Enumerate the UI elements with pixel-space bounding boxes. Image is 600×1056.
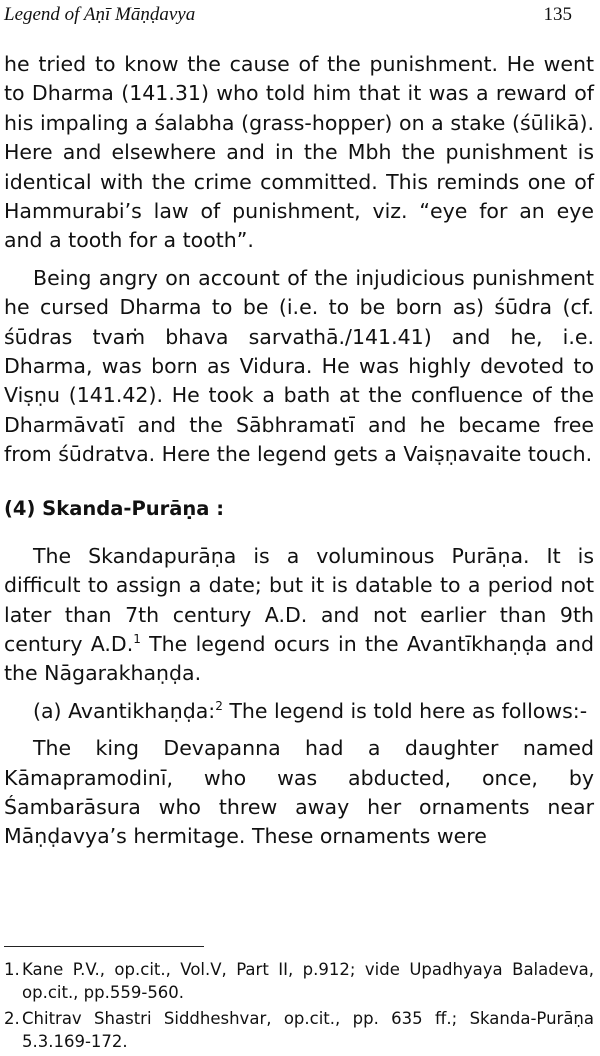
paragraph-avantikhanda [4, 697, 594, 726]
paragraph-text: The legend is told here as follows:- [222, 698, 588, 723]
footnote-text: Kane P.V., op.cit., Vol.V, Part II, p.912; vide Upadhyaya Baladeva, op.cit., pp.559-560. [22, 960, 594, 1002]
body-text [4, 50, 594, 852]
page-number: 135 [543, 4, 572, 25]
paragraph-punishment-cause: he tried to know the cause of the punishment. He went to Dharma (141.31) who told him that it was a reward of his impaling a śalabha (grass-hopper) on a stake (śūlikā). Here and elsewhere and in the Mbh the punishment is identical with the crime committed. This reminds one of Hammurabi’s law of punishment, viz. “eye for an eye and a tooth for a tooth”. [4, 52, 594, 253]
footnote-number: 1. [4, 960, 20, 979]
footnote-text: Chitrav Shastri Siddheshvar, op.cit., pp. 635 ff.; Skanda-Purāṇa 5.3.169-172. [22, 1009, 594, 1051]
footnote-ref-1: 1 [133, 632, 141, 647]
section-heading: (4) Skanda-Purāṇa : [4, 496, 225, 520]
paragraph-skandapurana-date [4, 542, 594, 689]
paragraph-devapanna: The king Devapanna had a daughter named Kāmapramodinī, who was abducted, once, by Śambarāsura who threw away her ornaments near Māṇḍavya’s hermitage. These ornaments were [4, 736, 594, 849]
running-title: Legend of Aṇī Māṇḍavya [4, 4, 196, 25]
paragraph-text: (a) Avantikhaṇḍa: [33, 698, 216, 723]
footnote-ref-2: 2 [215, 698, 223, 713]
footnote-number: 2. [4, 1009, 20, 1028]
footnote-2 [4, 1007, 594, 1053]
footnote-divider [4, 946, 204, 947]
footnote-1 [4, 958, 594, 1004]
paragraph-dharma-curse: Being angry on account of the injudicious punishment he cursed Dharma to be (i.e. to be born as) śūdra (cf. śūdras tvaṁ bhava sarvathā./141.41) and he, i.e. Dharma, was born as Vidura. He was highly devoted to Viṣṇu (141.42). He took a bath at the confluence of the Dharmāvatī and the Sābhramatī and he became free from śūdratva. Here the legend gets a Vaiṣṇavaite touch. [4, 265, 594, 467]
paragraph-text: The Skandapurāṇa is a voluminous Purāṇa. It is difficult to assign a date; but it is datable to a period not later than 7th century A.D. and not earlier than 9th century A.D. [4, 543, 594, 656]
footnotes [4, 958, 594, 1056]
running-head [4, 4, 572, 30]
paragraph-text: The legend ocurs in the Avantīkhaṇḍa and the Nāgarakhaṇḍa. [4, 631, 594, 686]
